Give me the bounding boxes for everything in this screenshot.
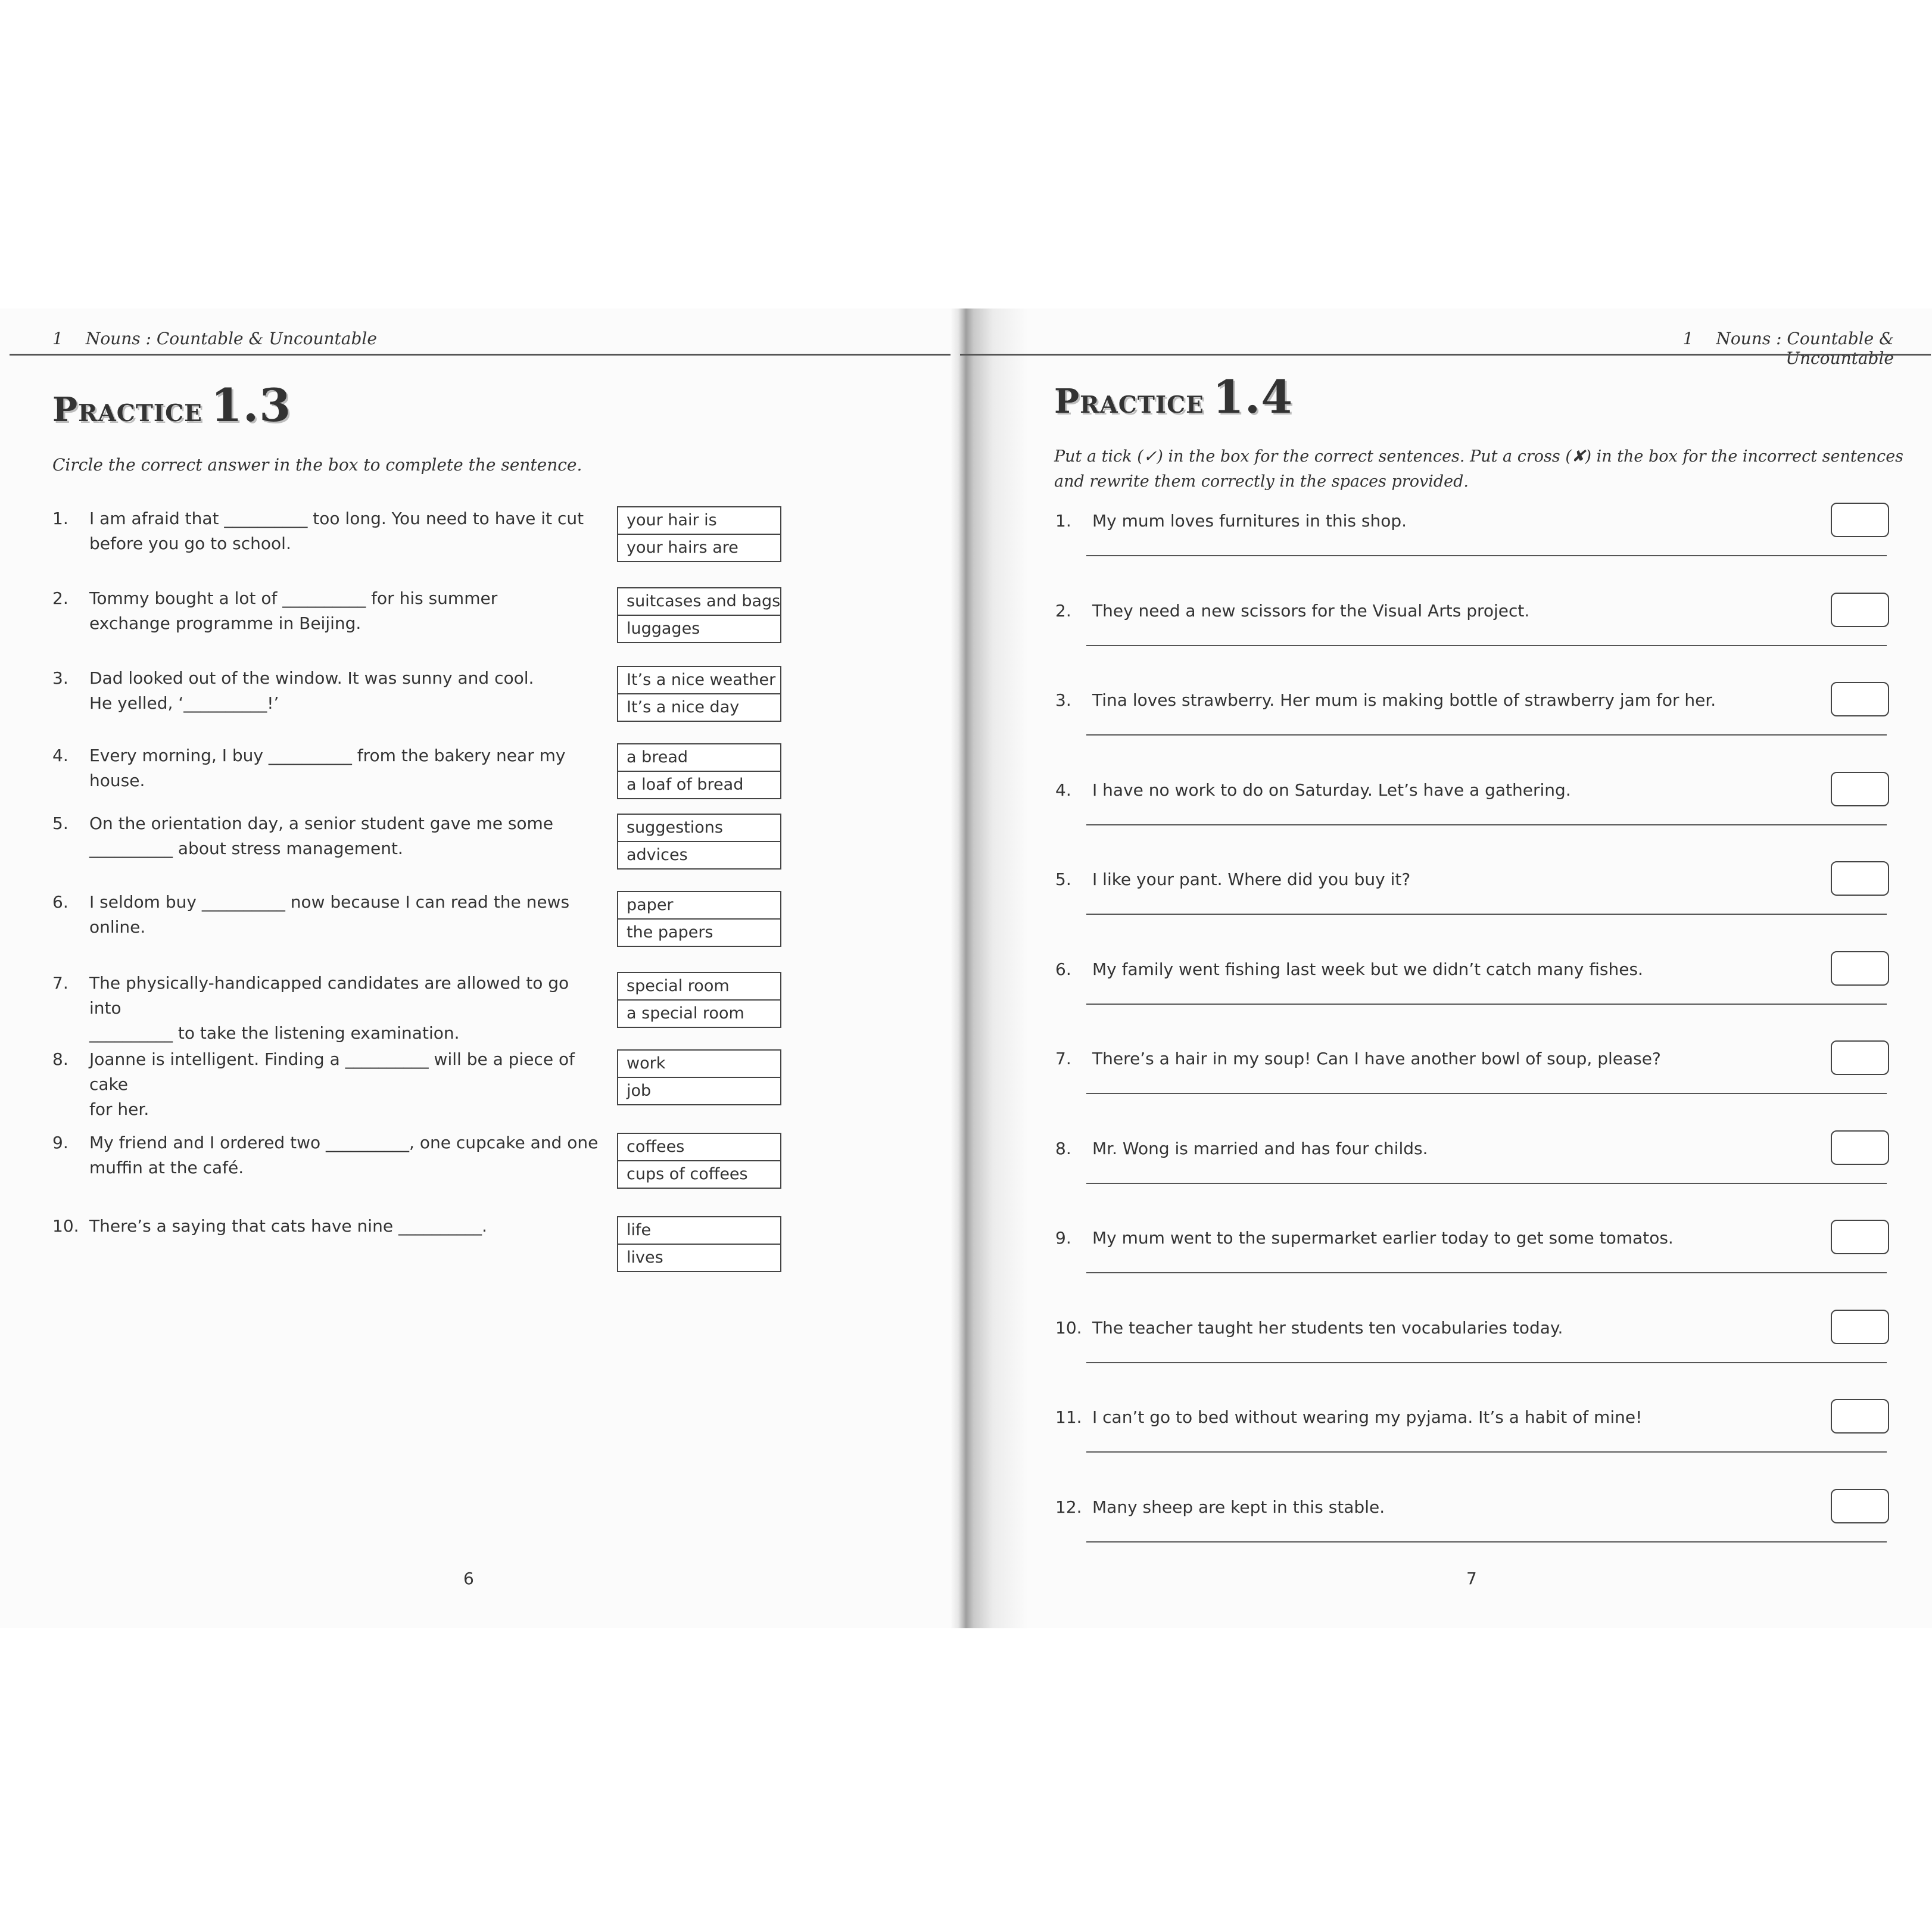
- question-number: 4.: [1055, 780, 1071, 800]
- practice-title: [1054, 370, 1293, 423]
- instructions-line-2: and rewrite them correctly in the spaces provided.: [1054, 472, 1469, 491]
- tick-cross-box[interactable]: [1831, 503, 1889, 537]
- question-number: 5.: [1055, 870, 1071, 889]
- answer-option[interactable]: work: [627, 1054, 666, 1073]
- question-text: [89, 506, 584, 556]
- question-number: 7.: [52, 973, 68, 993]
- left-page: [0, 309, 960, 1628]
- tick-cross-box[interactable]: [1831, 1489, 1889, 1523]
- answer-option[interactable]: a special room: [618, 999, 780, 1027]
- practice-word: Practice: [1054, 382, 1204, 421]
- answer-line[interactable]: [1086, 1541, 1887, 1543]
- answer-option[interactable]: job: [618, 1077, 780, 1104]
- question-text: [89, 1047, 600, 1122]
- question-line-1: My friend and I ordered two __________, one cupcake and one: [89, 1133, 599, 1152]
- question-text: The teacher taught her students ten vocabularies today.: [1092, 1317, 1563, 1338]
- question-text: [89, 811, 553, 861]
- answer-options-box: [617, 1216, 781, 1272]
- answer-option[interactable]: a bread: [627, 748, 688, 766]
- question-number: 4.: [52, 746, 68, 765]
- tick-cross-box[interactable]: [1831, 1399, 1889, 1434]
- answer-option[interactable]: suitcases and bags: [627, 592, 780, 610]
- question-number: 1.: [52, 509, 68, 528]
- question-number: 6.: [52, 892, 68, 912]
- question-line-2: for her.: [89, 1099, 149, 1119]
- question-text: I like your pant. Where did you buy it?: [1092, 870, 1411, 889]
- tick-cross-box[interactable]: [1831, 1130, 1889, 1165]
- question-text: [89, 971, 600, 1046]
- chapter-title: Nouns : Countable & Uncountable: [1716, 329, 1894, 368]
- question-text: There’s a hair in my soup! Can I have another bowl of soup, please?: [1092, 1049, 1661, 1068]
- question-text: My mum loves furnitures in this shop.: [1092, 511, 1407, 531]
- instructions: Circle the correct answer in the box to complete the sentence.: [52, 455, 582, 475]
- answer-option[interactable]: coffees: [627, 1138, 685, 1156]
- question-number: 8.: [1055, 1138, 1071, 1158]
- answer-line[interactable]: [1086, 1183, 1887, 1184]
- tick-cross-box[interactable]: [1831, 593, 1889, 627]
- tick-cross-box[interactable]: [1831, 772, 1889, 806]
- answer-option[interactable]: a loaf of bread: [618, 771, 780, 798]
- answer-options-box: [617, 1049, 781, 1105]
- chapter-number: 1: [1682, 329, 1694, 348]
- question-line-1: On the orientation day, a senior student gave me some: [89, 814, 554, 833]
- question-text: My family went fishing last week but we didn’t catch many fishes.: [1092, 959, 1643, 979]
- question-number: 6.: [1055, 959, 1071, 979]
- question-number: 9.: [52, 1133, 68, 1152]
- answer-line[interactable]: [1086, 824, 1887, 825]
- answer-option[interactable]: your hairs are: [618, 534, 780, 561]
- answer-option[interactable]: life: [627, 1221, 652, 1239]
- question-number: 12.: [1055, 1497, 1082, 1517]
- question-line-2: __________ to take the listening examination.: [89, 1023, 460, 1043]
- answer-line[interactable]: [1086, 914, 1887, 915]
- question-text: [89, 1214, 487, 1239]
- answer-option[interactable]: cups of coffees: [618, 1160, 780, 1188]
- answer-option[interactable]: It’s a nice day: [618, 693, 780, 721]
- answer-options-box: [617, 743, 781, 799]
- answer-options-box: [617, 814, 781, 870]
- question-line-1: I am afraid that __________ too long. You need to have it cut: [89, 509, 584, 528]
- question-text: Tina loves strawberry. Her mum is making bottle of strawberry jam for her.: [1092, 690, 1716, 710]
- question-text: I have no work to do on Saturday. Let’s have a gathering.: [1092, 780, 1571, 800]
- tick-cross-box[interactable]: [1831, 1040, 1889, 1075]
- answer-line[interactable]: [1086, 1362, 1887, 1363]
- tick-cross-box[interactable]: [1831, 1220, 1889, 1254]
- question-line-1: I seldom buy __________ now because I can read the news online.: [89, 892, 570, 937]
- question-number: 9.: [1055, 1228, 1071, 1248]
- chapter-number: 1: [52, 329, 63, 348]
- right-page: [960, 309, 1932, 1628]
- question-line-1: Joanne is intelligent. Finding a __________ will be a piece of cake: [89, 1049, 575, 1094]
- question-text: [89, 890, 600, 940]
- practice-number: 1.4: [1212, 370, 1294, 423]
- question-number: 2.: [52, 588, 68, 608]
- book-spread: [0, 309, 1932, 1628]
- question-line-1: Every morning, I buy __________ from the bakery near my house.: [89, 746, 566, 790]
- question-text: I can’t go to bed without wearing my pyjama. It’s a habit of mine!: [1092, 1407, 1643, 1427]
- question-text: They need a new scissors for the Visual Arts project.: [1092, 600, 1530, 621]
- answer-line[interactable]: [1086, 1272, 1887, 1273]
- answer-option[interactable]: paper: [627, 896, 674, 914]
- answer-option[interactable]: the papers: [618, 918, 780, 946]
- answer-line[interactable]: [1086, 1093, 1887, 1094]
- answer-options-box: [617, 891, 781, 947]
- answer-line[interactable]: [1086, 555, 1887, 556]
- answer-line[interactable]: [1086, 645, 1887, 646]
- running-head: [1606, 329, 1894, 368]
- question-line-1: The physically-handicapped candidates are allowed to go into: [89, 973, 569, 1018]
- question-number: 3.: [52, 668, 68, 688]
- question-number: 3.: [1055, 690, 1071, 710]
- question-line-1: Tommy bought a lot of __________ for his summer: [89, 588, 498, 608]
- answer-option[interactable]: special room: [627, 977, 730, 995]
- answer-option[interactable]: advices: [618, 841, 780, 868]
- question-line-2: before you go to school.: [89, 534, 291, 553]
- question-number: 5.: [52, 814, 68, 833]
- question-line-2: exchange programme in Beijing.: [89, 613, 362, 633]
- question-text: Mr. Wong is married and has four childs.: [1092, 1138, 1428, 1158]
- answer-option[interactable]: suggestions: [627, 818, 723, 837]
- question-line-1: There’s a saying that cats have nine __________.: [89, 1216, 487, 1236]
- question-line-2: muffin at the café.: [89, 1158, 244, 1177]
- question-text: [89, 666, 534, 716]
- page-number: 7: [1466, 1569, 1477, 1588]
- practice-title: [52, 379, 291, 432]
- question-text: My mum went to the supermarket earlier today to get some tomatos.: [1092, 1228, 1674, 1248]
- answer-line[interactable]: [1086, 1004, 1887, 1005]
- question-number: 8.: [52, 1049, 68, 1069]
- header-rule: [10, 354, 960, 356]
- question-text: [89, 743, 600, 793]
- answer-option[interactable]: luggages: [618, 615, 780, 642]
- answer-options-box: [617, 666, 781, 722]
- question-line-1: Dad looked out of the window. It was sunny and cool.: [89, 668, 534, 688]
- answer-options-box: [617, 972, 781, 1028]
- tick-cross-box[interactable]: [1831, 861, 1889, 896]
- header-rule: [960, 354, 1931, 356]
- question-line-2: __________ about stress management.: [89, 839, 403, 858]
- tick-cross-box[interactable]: [1831, 682, 1889, 716]
- chapter-title: Nouns : Countable & Uncountable: [85, 329, 377, 348]
- practice-number: 1.3: [210, 379, 292, 432]
- question-number: 2.: [1055, 600, 1071, 621]
- instructions-line-1: Put a tick (✓) in the box for the correct sentences. Put a cross (✘) in the box for the incorrect sentences: [1054, 447, 1904, 466]
- question-number: 7.: [1055, 1049, 1071, 1068]
- answer-line[interactable]: [1086, 734, 1887, 736]
- instructions: [1054, 444, 1903, 494]
- question-text: [89, 586, 497, 636]
- question-number: 10.: [1055, 1317, 1082, 1338]
- question-text: [89, 1130, 598, 1180]
- answer-option[interactable]: your hair is: [627, 511, 717, 529]
- tick-cross-box[interactable]: [1831, 1310, 1889, 1344]
- question-text: Many sheep are kept in this stable.: [1092, 1497, 1385, 1517]
- answer-options-box: [617, 506, 781, 562]
- question-number: 1.: [1055, 511, 1071, 531]
- running-head: [52, 329, 377, 348]
- answer-line[interactable]: [1086, 1451, 1887, 1453]
- question-number: 11.: [1055, 1407, 1082, 1427]
- answer-options-box: [617, 1133, 781, 1189]
- answer-option[interactable]: lives: [618, 1244, 780, 1271]
- question-line-2: He yelled, ‘__________!’: [89, 693, 279, 713]
- question-number: 10.: [52, 1216, 79, 1236]
- practice-word: Practice: [52, 390, 202, 429]
- answer-options-box: [617, 587, 781, 643]
- page-number: 6: [463, 1569, 474, 1588]
- tick-cross-box[interactable]: [1831, 951, 1889, 986]
- answer-option[interactable]: It’s a nice weather: [627, 671, 776, 689]
